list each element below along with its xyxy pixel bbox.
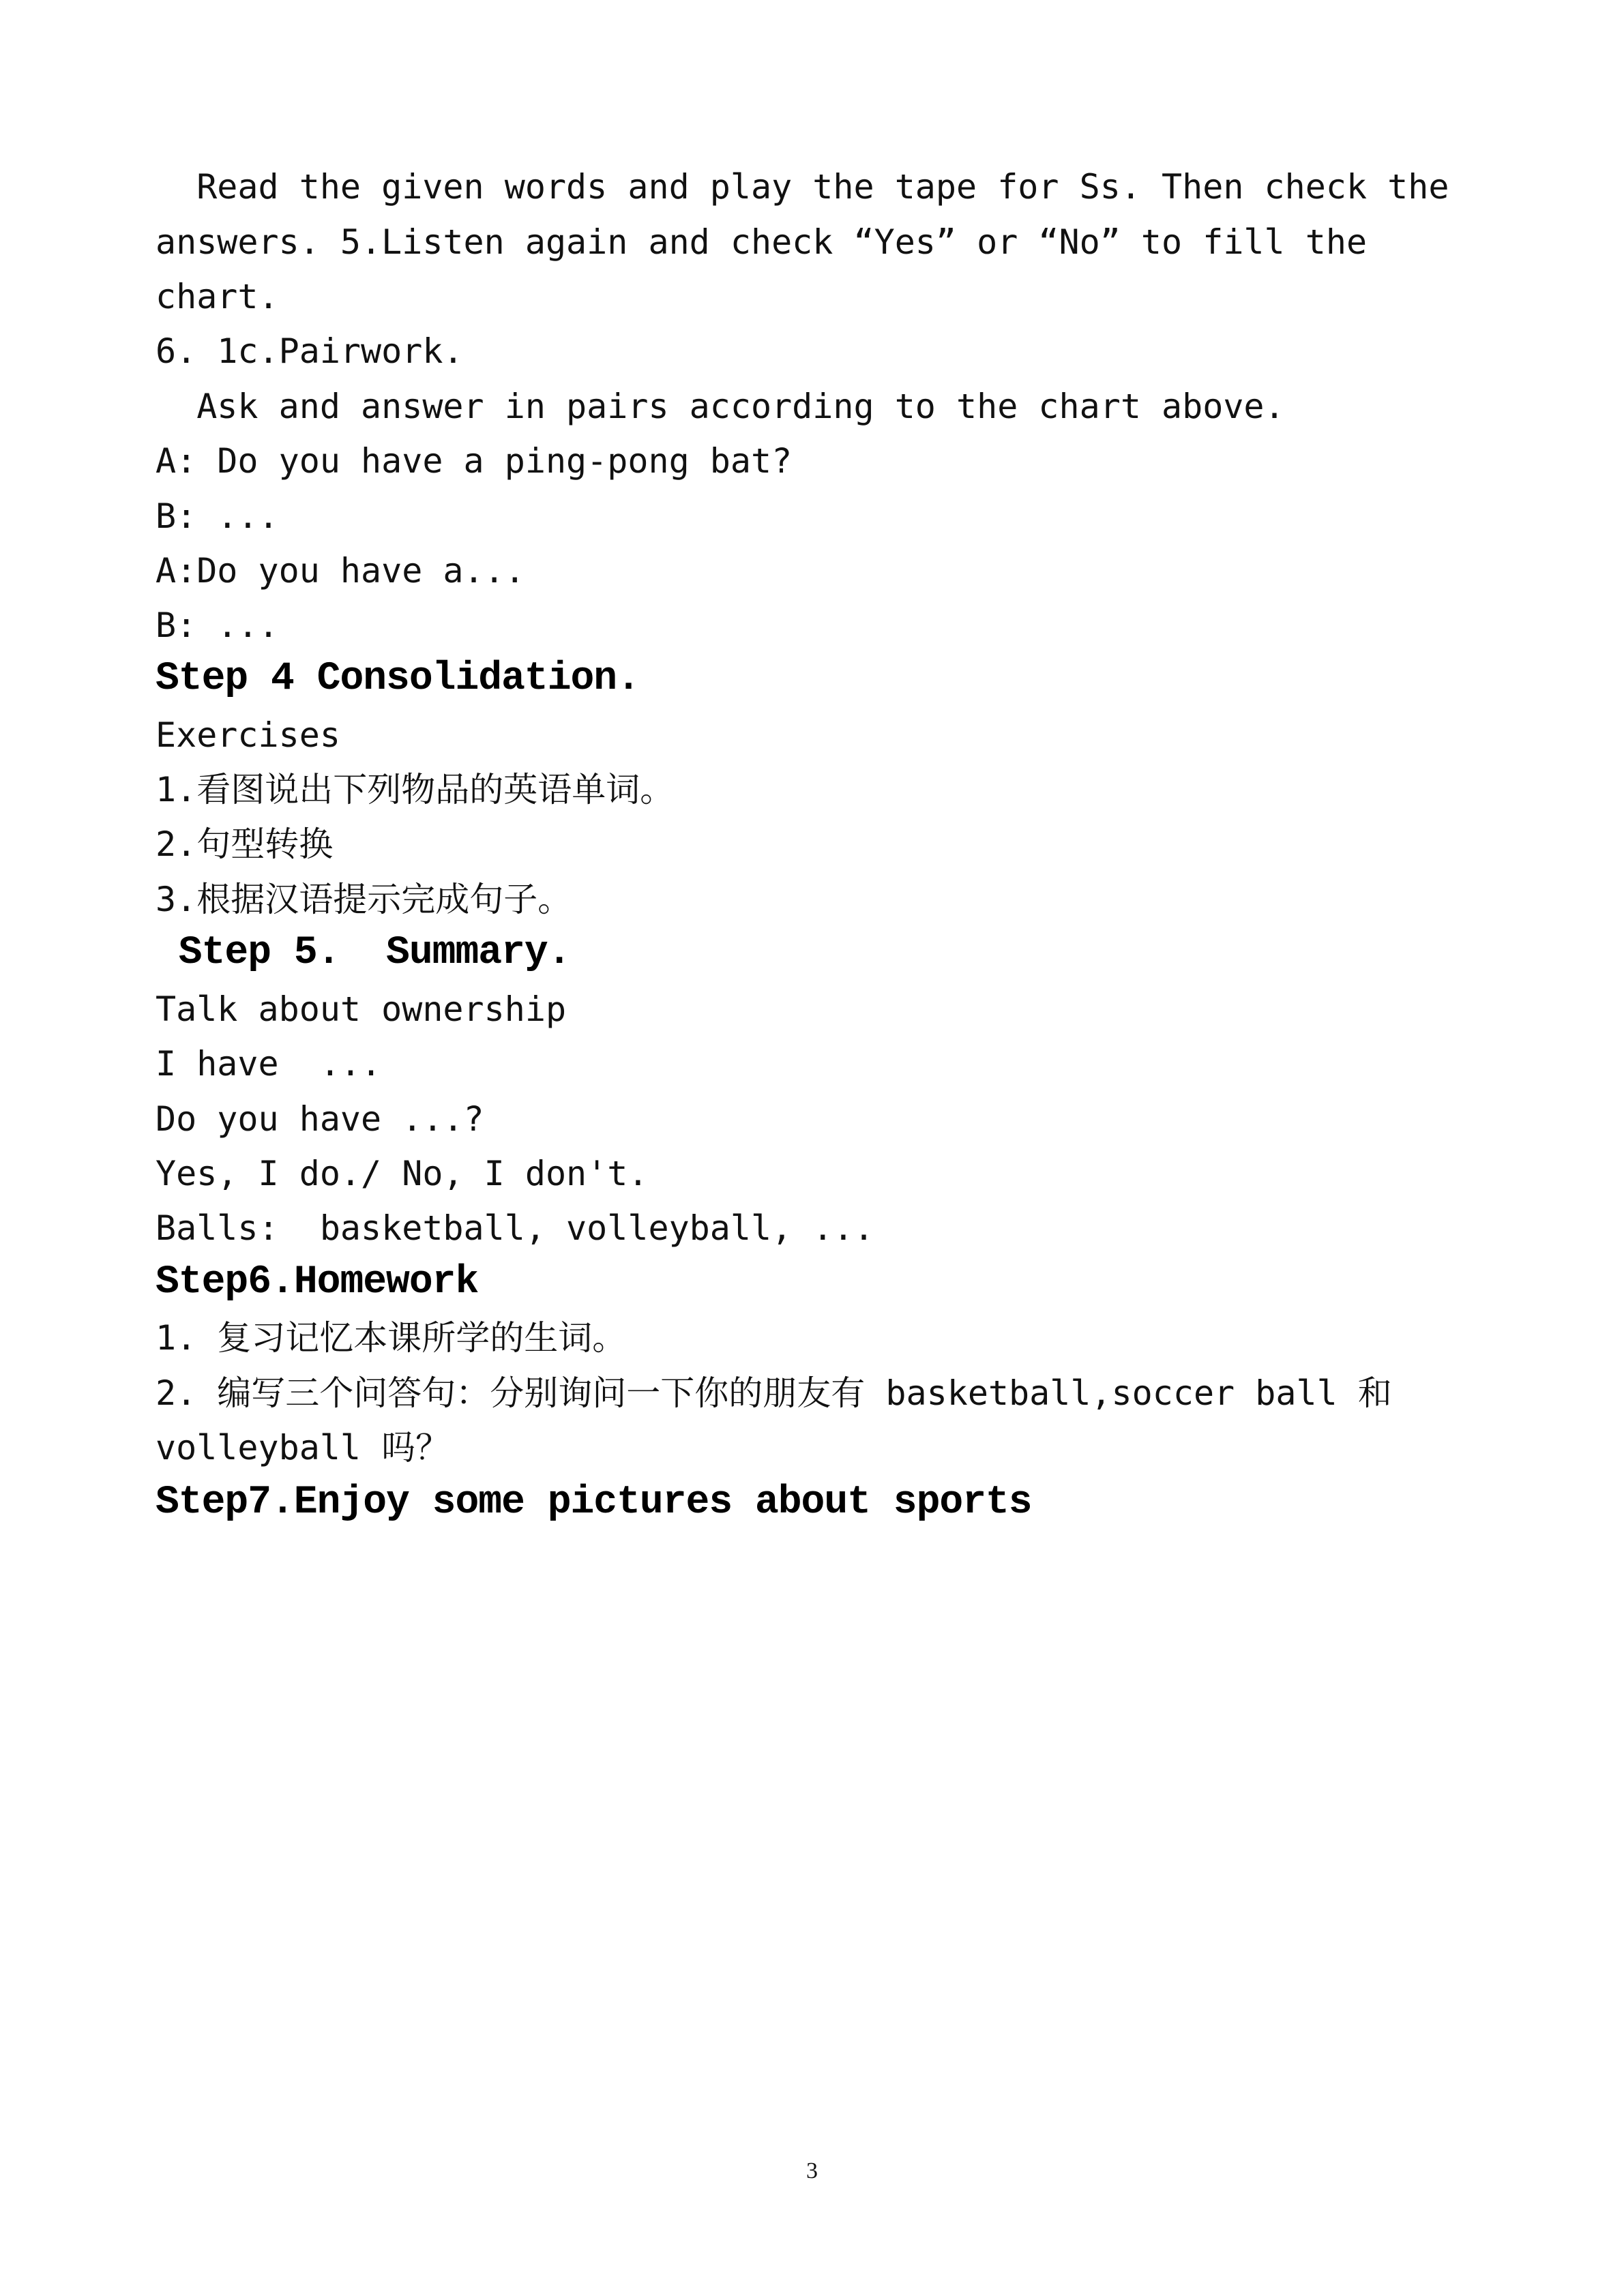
heading-step-4: Step 4 Consolidation.: [156, 657, 640, 701]
heading-step-6: Step6.Homework: [156, 1260, 479, 1304]
dialogue-line-a2: A:Do you have a...: [156, 551, 525, 591]
body-line-yes-no: Yes, I do./ No, I don't.: [156, 1154, 649, 1193]
body-line-read-words: Read the given words and play the tape for Ss. Then check the: [156, 167, 1449, 207]
homework-item-2: 2. 编写三个问答句：分别询问一下你的朋友有 basketball,soccer ball 和: [156, 1373, 1392, 1413]
body-line-exercises: Exercises: [156, 715, 340, 755]
dialogue-line-b1: B: ...: [156, 496, 279, 536]
body-line-do-you-have: Do you have ...?: [156, 1099, 484, 1139]
exercise-item-1: 1.看图说出下列物品的英语单词。: [156, 770, 675, 809]
body-line-pairwork: 6. 1c.Pairwork.: [156, 331, 464, 371]
page-number: 3: [806, 2158, 818, 2183]
heading-step-7: Step7.Enjoy some pictures about sports: [156, 1480, 1032, 1525]
body-line-balls: Balls: basketball, volleyball, ...: [156, 1208, 874, 1248]
heading-step-5: Step 5. Summary.: [156, 931, 571, 975]
body-line-listen-again: answers. 5.Listen again and check “Yes” or “No” to fill the: [156, 222, 1368, 262]
dialogue-line-b2: B: ...: [156, 606, 279, 645]
body-line-i-have: I have ...: [156, 1044, 382, 1084]
body-line-ask-answer: Ask and answer in pairs according to the chart above.: [156, 387, 1285, 426]
body-line-chart: chart.: [156, 277, 279, 316]
homework-item-1: 1. 复习记忆本课所学的生词。: [156, 1318, 627, 1358]
exercise-item-2: 2.句型转换: [156, 824, 334, 864]
body-line-ownership: Talk about ownership: [156, 989, 567, 1029]
homework-item-2-cont: volleyball 吗？: [156, 1428, 450, 1467]
exercise-item-3: 3.根据汉语提示完成句子。: [156, 880, 572, 919]
dialogue-line-a1: A: Do you have a ping-pong bat?: [156, 441, 793, 481]
